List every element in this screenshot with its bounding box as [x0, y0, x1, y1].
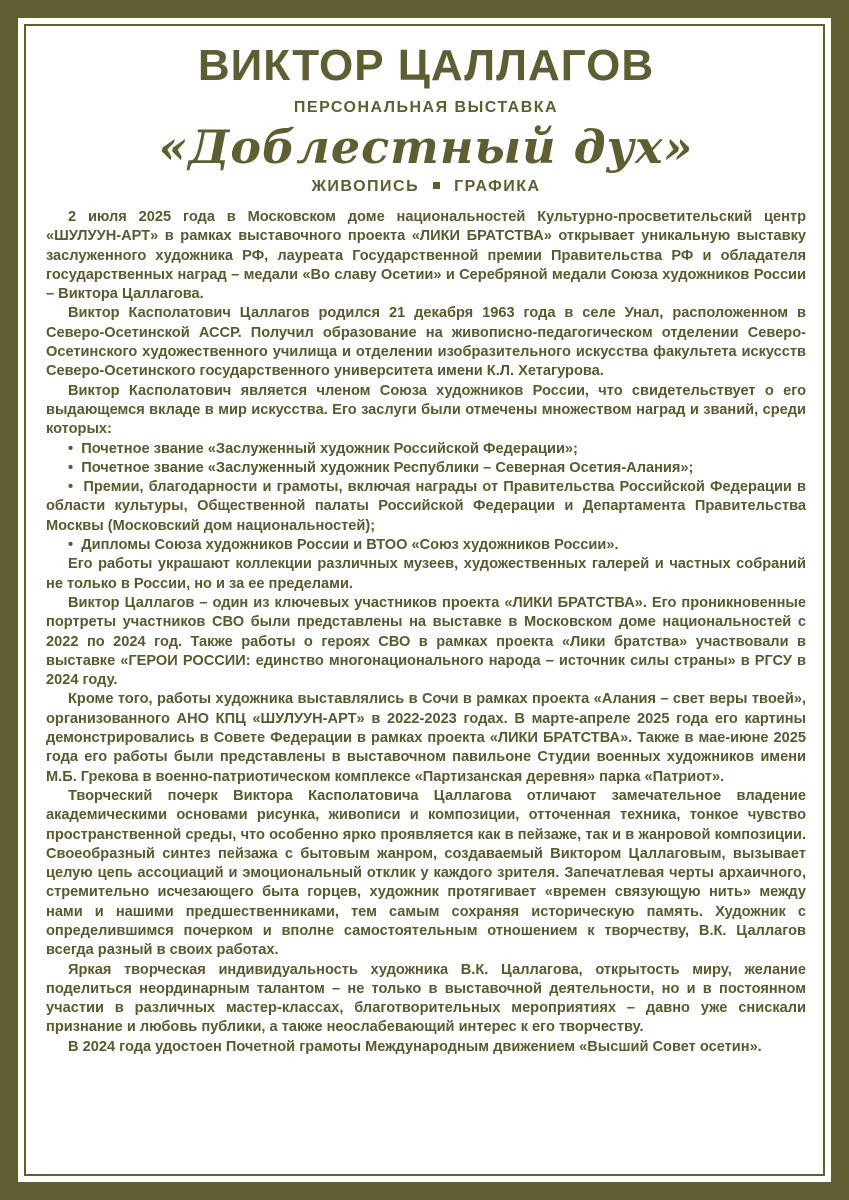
exhibition-title: «Доблестный дух»	[158, 120, 694, 174]
poster-content	[46, 42, 806, 1057]
paragraph-honor: В 2024 года удостоен Почетной грамоты Международным движением «Высший Совет осетин».	[68, 1038, 762, 1055]
awards-list	[46, 440, 806, 556]
category-graphics: ГРАФИКА	[454, 178, 541, 195]
paragraph-membership: Виктор Касполатович является членом Союза художников России, что свидетельствует о его выдающемся вкладе в мир искусства. Его заслуги были отмечены множеством наград и званий, среди которых:	[46, 382, 806, 438]
category-painting: ЖИВОПИСЬ	[311, 178, 420, 195]
award-item: • Почетное звание «Заслуженный художник Российской Федерации»;	[46, 440, 806, 459]
award-item: • Почетное звание «Заслуженный художник Республики – Северная Осетия-Алания»;	[46, 459, 806, 478]
award-item: • Дипломы Союза художников России и ВТОО «Союз художников России».	[46, 536, 806, 555]
paragraph-individuality: Яркая творческая индивидуальность художника В.К. Цаллагова, открытость миру, желание поделиться неординарным талантом – не только в выставочной деятельности, но и в постоянном участии в различных мастер-классах, благотворительных мероприятиях – давно уже снискали признание и любовь публики, а также неослабевающий интерес к его творчеству.	[46, 961, 806, 1036]
exhibition-subtitle: ПЕРСОНАЛЬНАЯ ВЫСТАВКА	[293, 99, 559, 116]
artist-name: ВИКТОР ЦАЛЛАГОВ	[197, 41, 655, 90]
category-separator	[433, 182, 440, 189]
award-item: • Премии, благодарности и грамоты, включая награды от Правительства Российской Федерации в области культуры, Общественной палаты Российской Федерации и Департамента Правительства Москвы (Московский дом национальностей);	[46, 478, 806, 536]
paragraph-collections: Его работы украшают коллекции различных музеев, художественных галерей и частных собраний не только в России, но и за ее пределами.	[46, 556, 806, 592]
description-body	[46, 208, 806, 1057]
paragraph-style: Творческий почерк Виктора Касполатовича Цаллагова отличают замечательное владение академическими основами рисунка, живописи и композиции, отточенная техника, тонкое чувство пространственной среды, что особенно ярко проявляется как в пейзаже, так и в жанровой композиции. Своеобразный синтез пейзажа с бытовым жанром, создаваемый Виктором Цаллаговым, вызывает целую цепь ассоциаций и эмоциональный отклик у каждого зрителя. Запечатлевая черты архаичного, стремительно исчезающего быта горцев, художник протягивает «времен связующую нить» между нами и нашими предшественниками, тем самым сохраняя историческую память. Художник с определившимся почерком и вполне самостоятельным отношением к творчеству, В.К. Цаллагов всегда разный в своих работах.	[46, 787, 806, 959]
paragraph-biography: Виктор Касполатович Цаллагов родился 21 декабря 1963 года в селе Унал, расположенном в Северо-Осетинской АССР. Получил образование на живописно-педагогическом отделении Северо-Осетинского художественного училища и отделении изобразительного искусства факультета искусств Северо-Осетинского государственного университета имени К.Л. Хетагурова.	[46, 305, 806, 380]
exhibition-categories	[46, 176, 806, 198]
poster-frame	[18, 18, 831, 1182]
paragraph-project: Виктор Цаллагов – один из ключевых участников проекта «ЛИКИ БРАТСТВА». Его проникновенные портреты участников СВО были представлены на выставке в Московском доме национальностей с 2022 по 2024 год. Также работы о героях СВО в рамках проекта «Лики братства» участвовали в выставке «ГЕРОИ РОССИИ: единство многонационального народа – источник силы страны» в РГСУ в 2024 году.	[46, 594, 806, 689]
paragraph-announcement: 2 июля 2025 года в Московском доме национальностей Культурно-просветительский центр «ШУЛУУН-АРТ» в рамках выставочного проекта «ЛИКИ БРАТСТВА» открывает уникальную выставку заслуженного художника РФ, лауреата Государственной премии Правительства РФ и обладателя государственных наград – медали «Во славу Осетии» и Серебряной медали Союза художников России – Виктора Цаллагова.	[46, 209, 806, 303]
paragraph-exhibitions: Кроме того, работы художника выставлялись в Сочи в рамках проекта «Алания – свет веры твоей», организованного АНО КПЦ «ШУЛУУН-АРТ» в 2022-2023 годах. В марте-апреле 2025 года его картины демонстрировались в Совете Федерации в рамках проекта «ЛИКИ БРАТСТВА». Также в мае-июне 2025 года его работы были представлены в выставочном павильоне Студии военных художников имени М.Б. Грекова в военно-патриотическом комплексе «Партизанская деревня» парка «Патриот».	[46, 691, 806, 785]
